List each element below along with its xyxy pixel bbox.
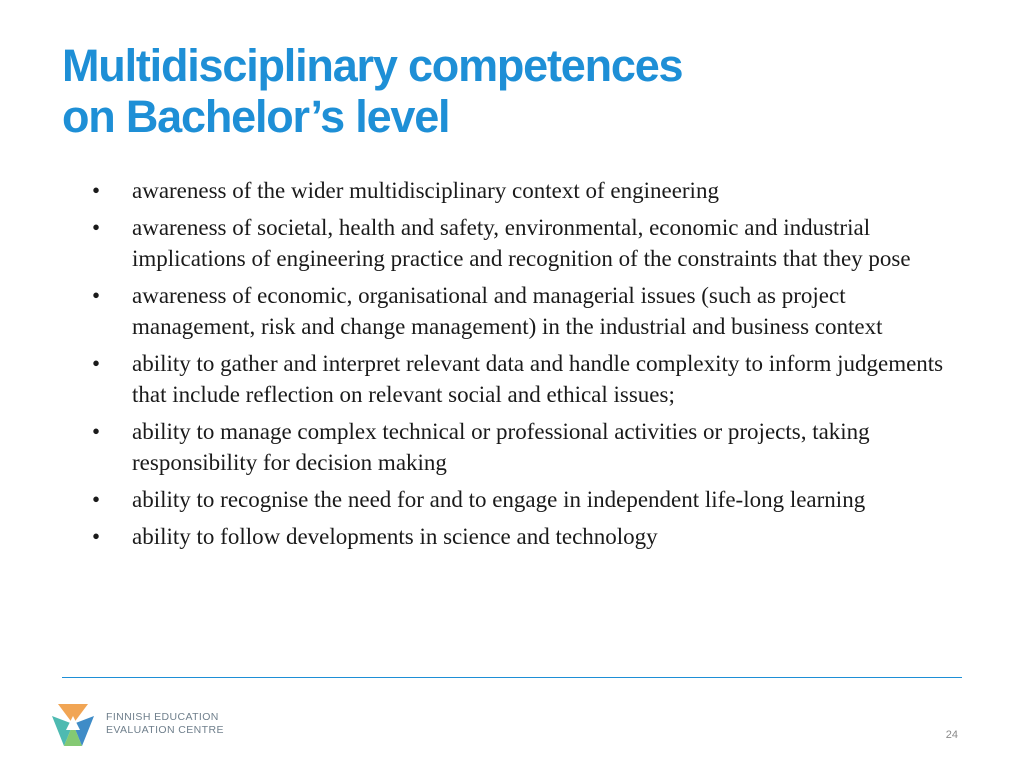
- bullet-icon: •: [92, 178, 101, 203]
- list-item: [92, 484, 972, 515]
- triangle-logo-icon: [50, 702, 96, 748]
- list-item: [92, 521, 972, 552]
- organization-name-line-1: FINNISH EDUCATION: [106, 711, 219, 723]
- bullet-icon: •: [92, 351, 101, 376]
- list-item: [92, 416, 972, 478]
- list-item: [92, 280, 972, 342]
- slide-title-line-2: on Bachelor’s level: [62, 91, 450, 142]
- slide-title-line-1: Multidisciplinary competences: [62, 40, 683, 91]
- slide-title: [62, 40, 682, 142]
- page-number: 24: [945, 729, 958, 741]
- bullet-icon: •: [92, 215, 101, 240]
- list-item: [92, 348, 972, 410]
- bullet-icon: •: [92, 419, 101, 444]
- list-item-text: awareness of the wider multidisciplinary context of engineering: [132, 178, 719, 203]
- organization-name: [106, 711, 224, 737]
- list-item-text: awareness of economic, organisational and managerial issues (such as project management, risk and change management) in the industrial and business context: [132, 283, 883, 339]
- bullet-icon: •: [92, 524, 101, 549]
- footer-divider: [62, 677, 962, 678]
- bullet-list: [92, 175, 972, 558]
- list-item-text: ability to recognise the need for and to engage in independent life-long learning: [132, 487, 866, 512]
- bullet-icon: •: [92, 283, 101, 308]
- list-item-text: ability to gather and interpret relevant data and handle complexity to inform judgements that include reflection on relevant social and ethical issues;: [132, 351, 944, 407]
- list-item: [92, 175, 972, 206]
- list-item-text: awareness of societal, health and safety, environmental, economic and industrial implications of engineering practice and recognition of the constraints that they pose: [132, 215, 911, 271]
- list-item-text: ability to follow developments in science and technology: [132, 524, 658, 549]
- list-item-text: ability to manage complex technical or professional activities or projects, taking responsibility for decision making: [132, 419, 870, 475]
- bullet-icon: •: [92, 487, 101, 512]
- list-item: [92, 212, 972, 274]
- organization-name-line-2: EVALUATION CENTRE: [106, 724, 224, 736]
